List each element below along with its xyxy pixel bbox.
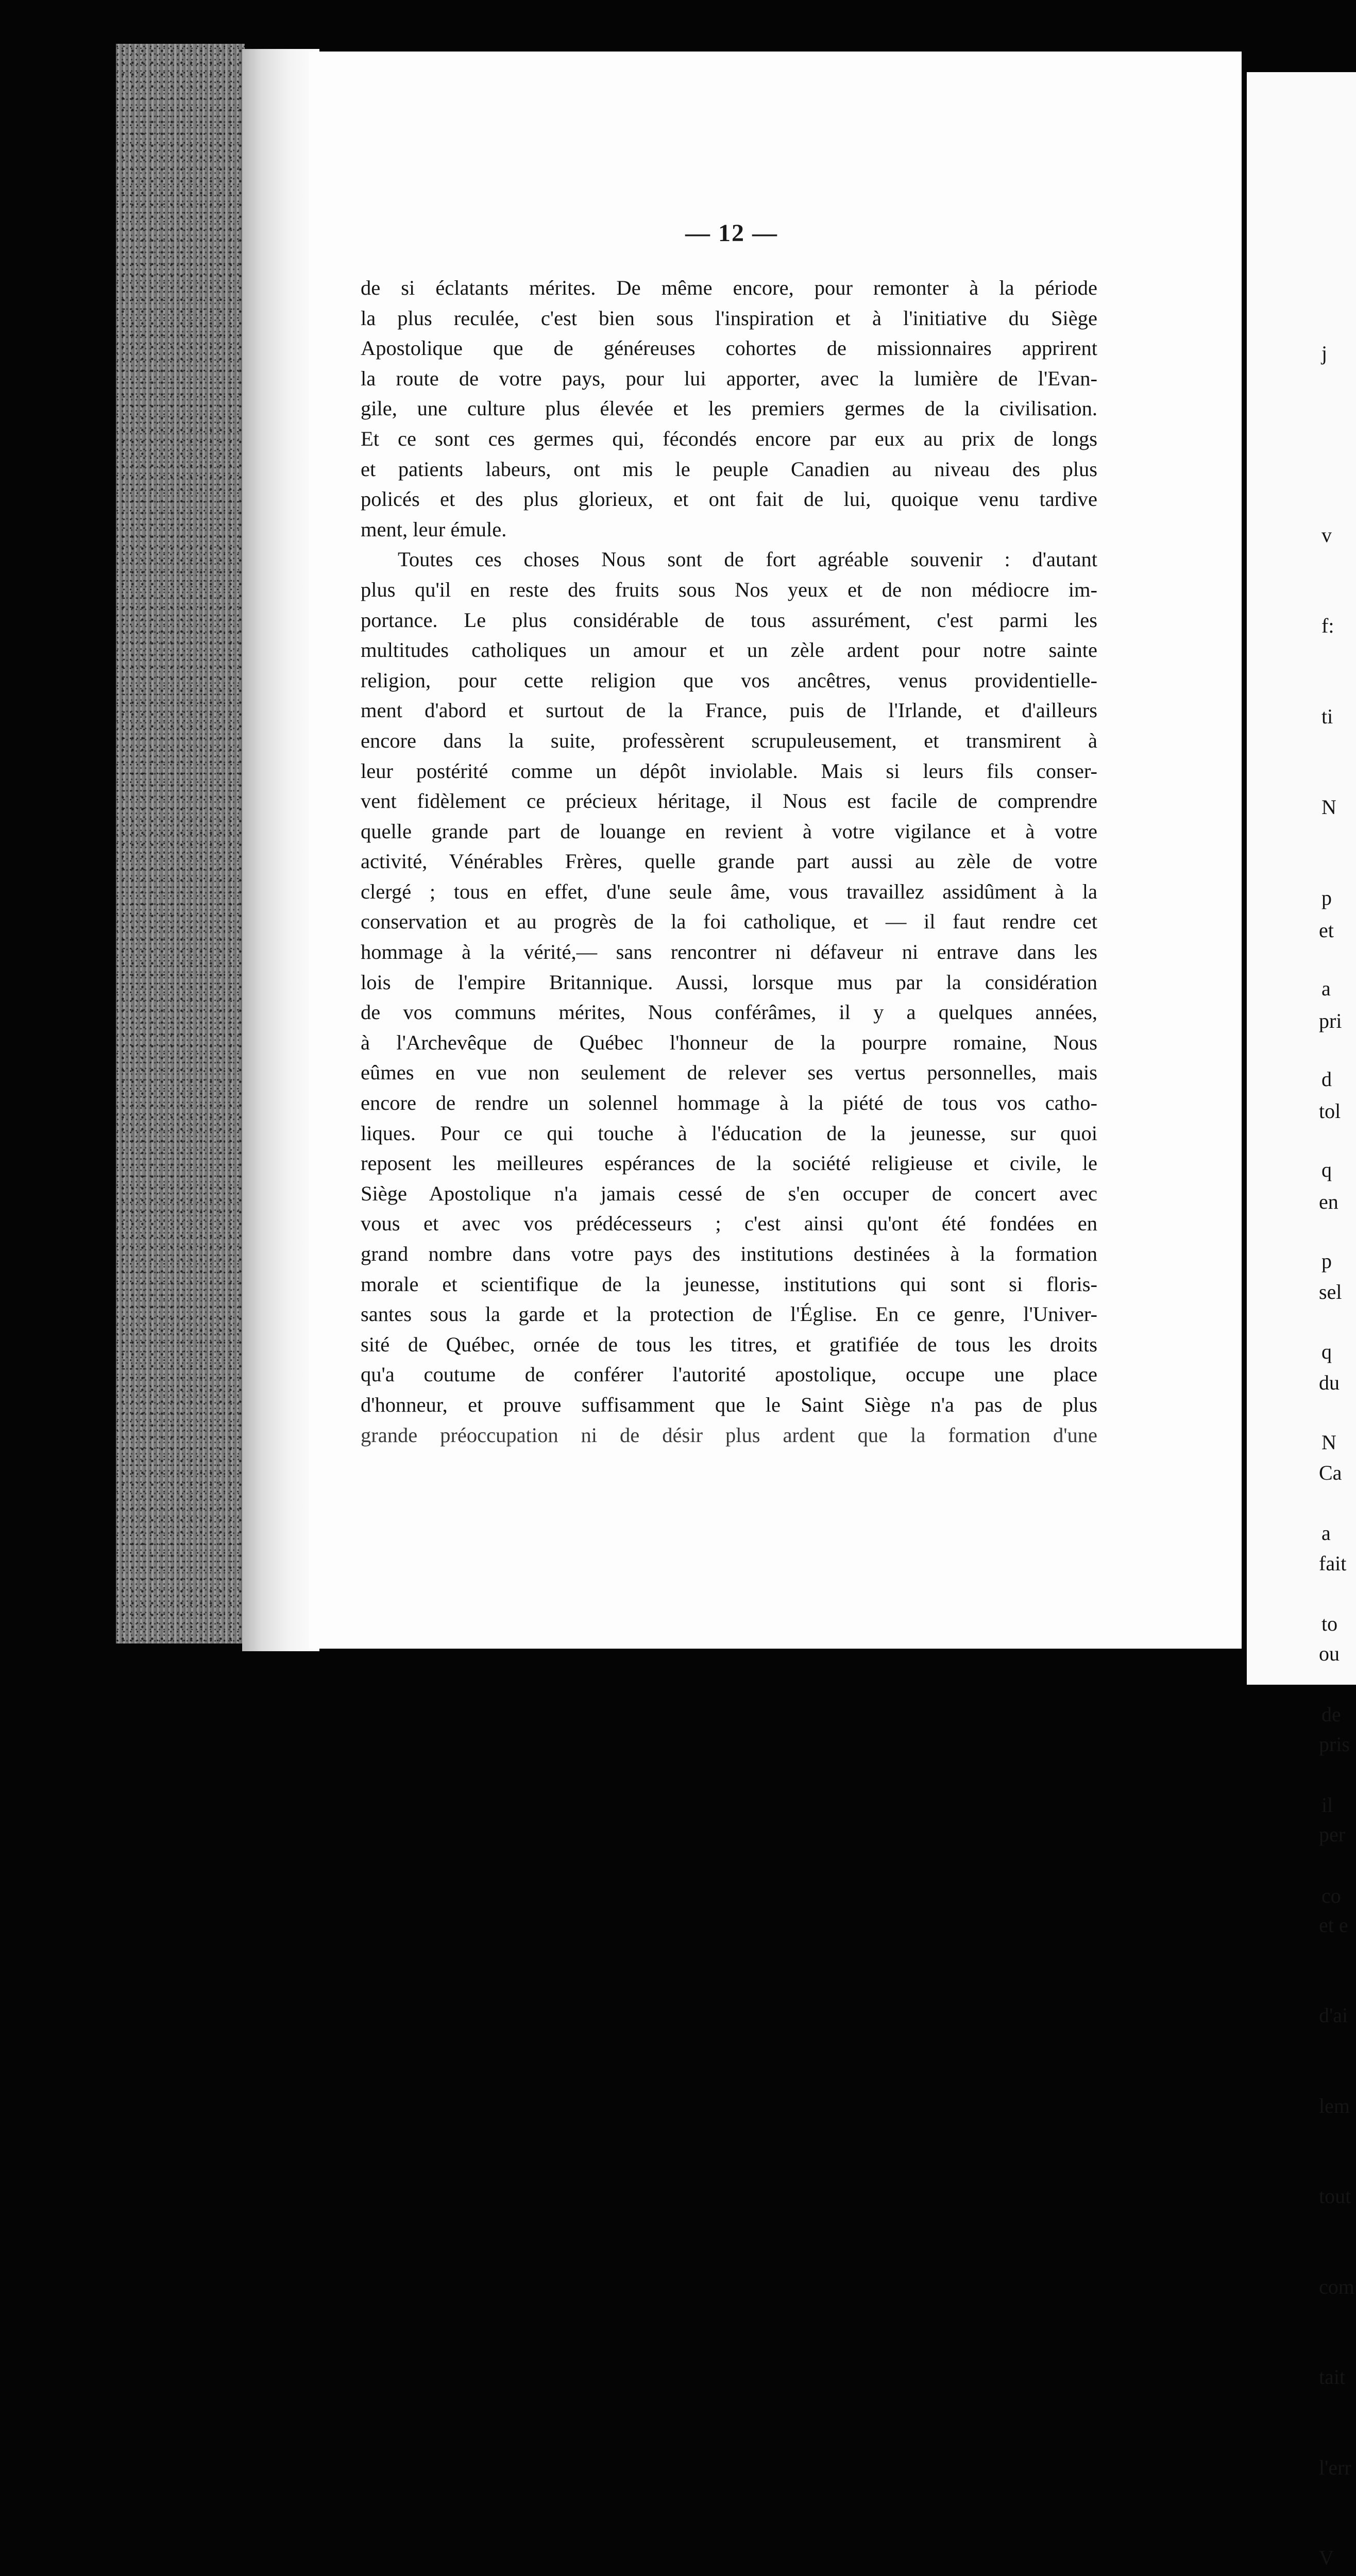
text-line: ment, leur émule. [361, 517, 507, 541]
text-line: vous et avec vos prédécesseurs ; c'est ainsi qu'ont été fondées en [361, 1212, 1097, 1235]
fragment: ou [1319, 1642, 1340, 1665]
book-page-edges [116, 44, 245, 1643]
text-line: Toutes ces choses Nous sont de fort agréable souvenir : d'autant [398, 548, 1097, 571]
fragment: v [1321, 523, 1332, 547]
fragment: d'ai [1319, 2004, 1348, 2027]
fragment: l'err [1319, 2455, 1351, 2479]
text-line: encore dans la suite, professèrent scrupuleusement, et transmirent à [361, 728, 1097, 752]
text-line: multitudes catholiques un amour et un zèle ardent pour notre sainte [361, 638, 1097, 662]
body-text [361, 273, 1097, 1450]
fragment: en [1319, 1190, 1338, 1213]
fragment: pris [1319, 1732, 1350, 1756]
text-line: liques. Pour ce qui touche à l'éducation de la jeunesse, sur quoi [361, 1121, 1097, 1145]
fragment: co [1321, 1884, 1341, 1908]
right-page-text-fragments-bottom [1319, 855, 1356, 2576]
fragment: j [1321, 342, 1328, 365]
text-line: Apostolique que de généreuses cohortes de missionnaires apprirent [361, 336, 1097, 360]
fragment: Ca [1319, 1461, 1342, 1484]
text-line: plus qu'il en reste des fruits sous Nos yeux et de non médiocre im- [361, 578, 1097, 601]
text-line: ment d'abord et surtout de la France, puis de l'Irlande, et d'ailleurs [361, 699, 1097, 722]
text-line: encore de rendre un solennel hommage à la piété de tous vos catho- [361, 1091, 1097, 1115]
fragment: V [1319, 2546, 1334, 2569]
fragment: tol [1319, 1099, 1341, 1123]
text-line: grande préoccupation ni de désir plus ardent que la formation d'une [361, 1423, 1097, 1447]
fragment: a [1321, 1521, 1331, 1545]
fragment: N [1321, 1430, 1336, 1454]
fragment: d [1321, 1067, 1332, 1091]
fragment: ti [1321, 704, 1333, 728]
text-line: la plus reculée, c'est bien sous l'inspiration et à l'initiative du Siège [361, 306, 1097, 330]
text-line: reposent les meilleures espérances de la société religieuse et civile, le [361, 1151, 1097, 1175]
text-line: qu'a coutume de conférer l'autorité apostolique, occupe une place [361, 1363, 1097, 1386]
text-line: eûmes en vue non seulement de relever ses vertus personnelles, mais [361, 1061, 1097, 1084]
text-line: clergé ; tous en effet, d'une seule âme, vous travaillez assidûment à la [361, 879, 1097, 903]
fragment: tait [1319, 2365, 1346, 2388]
fragment: il [1321, 1793, 1333, 1817]
text-line: sité de Québec, ornée de tous les titres, et gratifiée de tous les droits [361, 1332, 1097, 1356]
fragment: q [1321, 1158, 1332, 1182]
text-line: d'honneur, et prouve suffisamment que le Saint Siège n'a pas de plus [361, 1393, 1097, 1416]
text-line: de si éclatants mérites. De même encore, pour remonter à la période [361, 276, 1097, 299]
text-line: à l'Archevêque de Québec l'honneur de la pourpre romaine, Nous [361, 1030, 1097, 1054]
fragment: p [1321, 1249, 1332, 1273]
fragment: a [1321, 977, 1331, 1001]
text-line: portance. Le plus considérable de tous assurément, c'est parmi les [361, 608, 1097, 632]
fragment: N [1321, 795, 1336, 819]
fragment: fait [1319, 1551, 1347, 1575]
text-line: gile, une culture plus élevée et les premiers germes de la civilisation. [361, 397, 1097, 420]
fragment [1321, 430, 1356, 460]
page-gutter [242, 49, 319, 1651]
fragment: de [1321, 1703, 1341, 1726]
text-line: policés et des plus glorieux, et ont fait de lui, quoique venu tardive [361, 487, 1097, 511]
text-line: la route de votre pays, pour lui apporter, avec la lumière de l'Evan- [361, 366, 1097, 390]
fragment: et e [1319, 1913, 1348, 1937]
fragment: et [1319, 919, 1334, 942]
text-line: quelle grande part de louange en revient à votre vigilance et à votre [361, 819, 1097, 843]
fragment: per [1319, 1823, 1346, 1846]
fragment: du [1319, 1370, 1340, 1394]
text-line: leur postérité comme un dépôt inviolable. Mais si leurs fils conser- [361, 759, 1097, 783]
fragment: pri [1319, 1009, 1342, 1032]
fragment: p [1321, 886, 1332, 910]
fragment: to [1321, 1612, 1338, 1635]
fragment: com [1319, 2275, 1354, 2298]
text-line: vent fidèlement ce précieux héritage, il Nous est facile de comprendre [361, 789, 1097, 813]
text-line: hommage à la vérité,— sans rencontrer ni défaveur ni entrave dans les [361, 940, 1097, 964]
fragment: lem [1319, 2094, 1350, 2117]
text-line: conservation et au progrès de la foi catholique, et — il faut rendre cet [361, 910, 1097, 934]
text-line: grand nombre dans votre pays des institutions destinées à la formation [361, 1242, 1097, 1265]
text-line: religion, pour cette religion que vos ancêtres, venus providentielle- [361, 668, 1097, 692]
fragment: sel [1319, 1280, 1342, 1303]
text-line: activité, Vénérables Frères, quelle grande part aussi au zèle de votre [361, 850, 1097, 873]
fragment: q [1321, 1340, 1332, 1363]
text-line: de vos communs mérites, Nous conférâmes, il y a quelques années, [361, 1001, 1097, 1024]
text-line: Et ce sont ces germes qui, fécondés encore par eux au prix de longs [361, 427, 1097, 450]
text-line: morale et scientifique de la jeunesse, institutions qui sont si floris- [361, 1272, 1097, 1296]
text-line: santes sous la garde et la protection de l'Église. En ce genre, l'Univer- [361, 1302, 1097, 1326]
text-line: et patients labeurs, ont mis le peuple Canadien au niveau des plus [361, 457, 1097, 481]
page-number: — 12 — [685, 219, 778, 247]
text-line: Siège Apostolique n'a jamais cessé de s'en occuper de concert avec [361, 1181, 1097, 1205]
fragment: f: [1321, 614, 1334, 637]
text-line: lois de l'empire Britannique. Aussi, lorsque mus par la considération [361, 970, 1097, 994]
fragment: tout [1319, 2184, 1351, 2208]
